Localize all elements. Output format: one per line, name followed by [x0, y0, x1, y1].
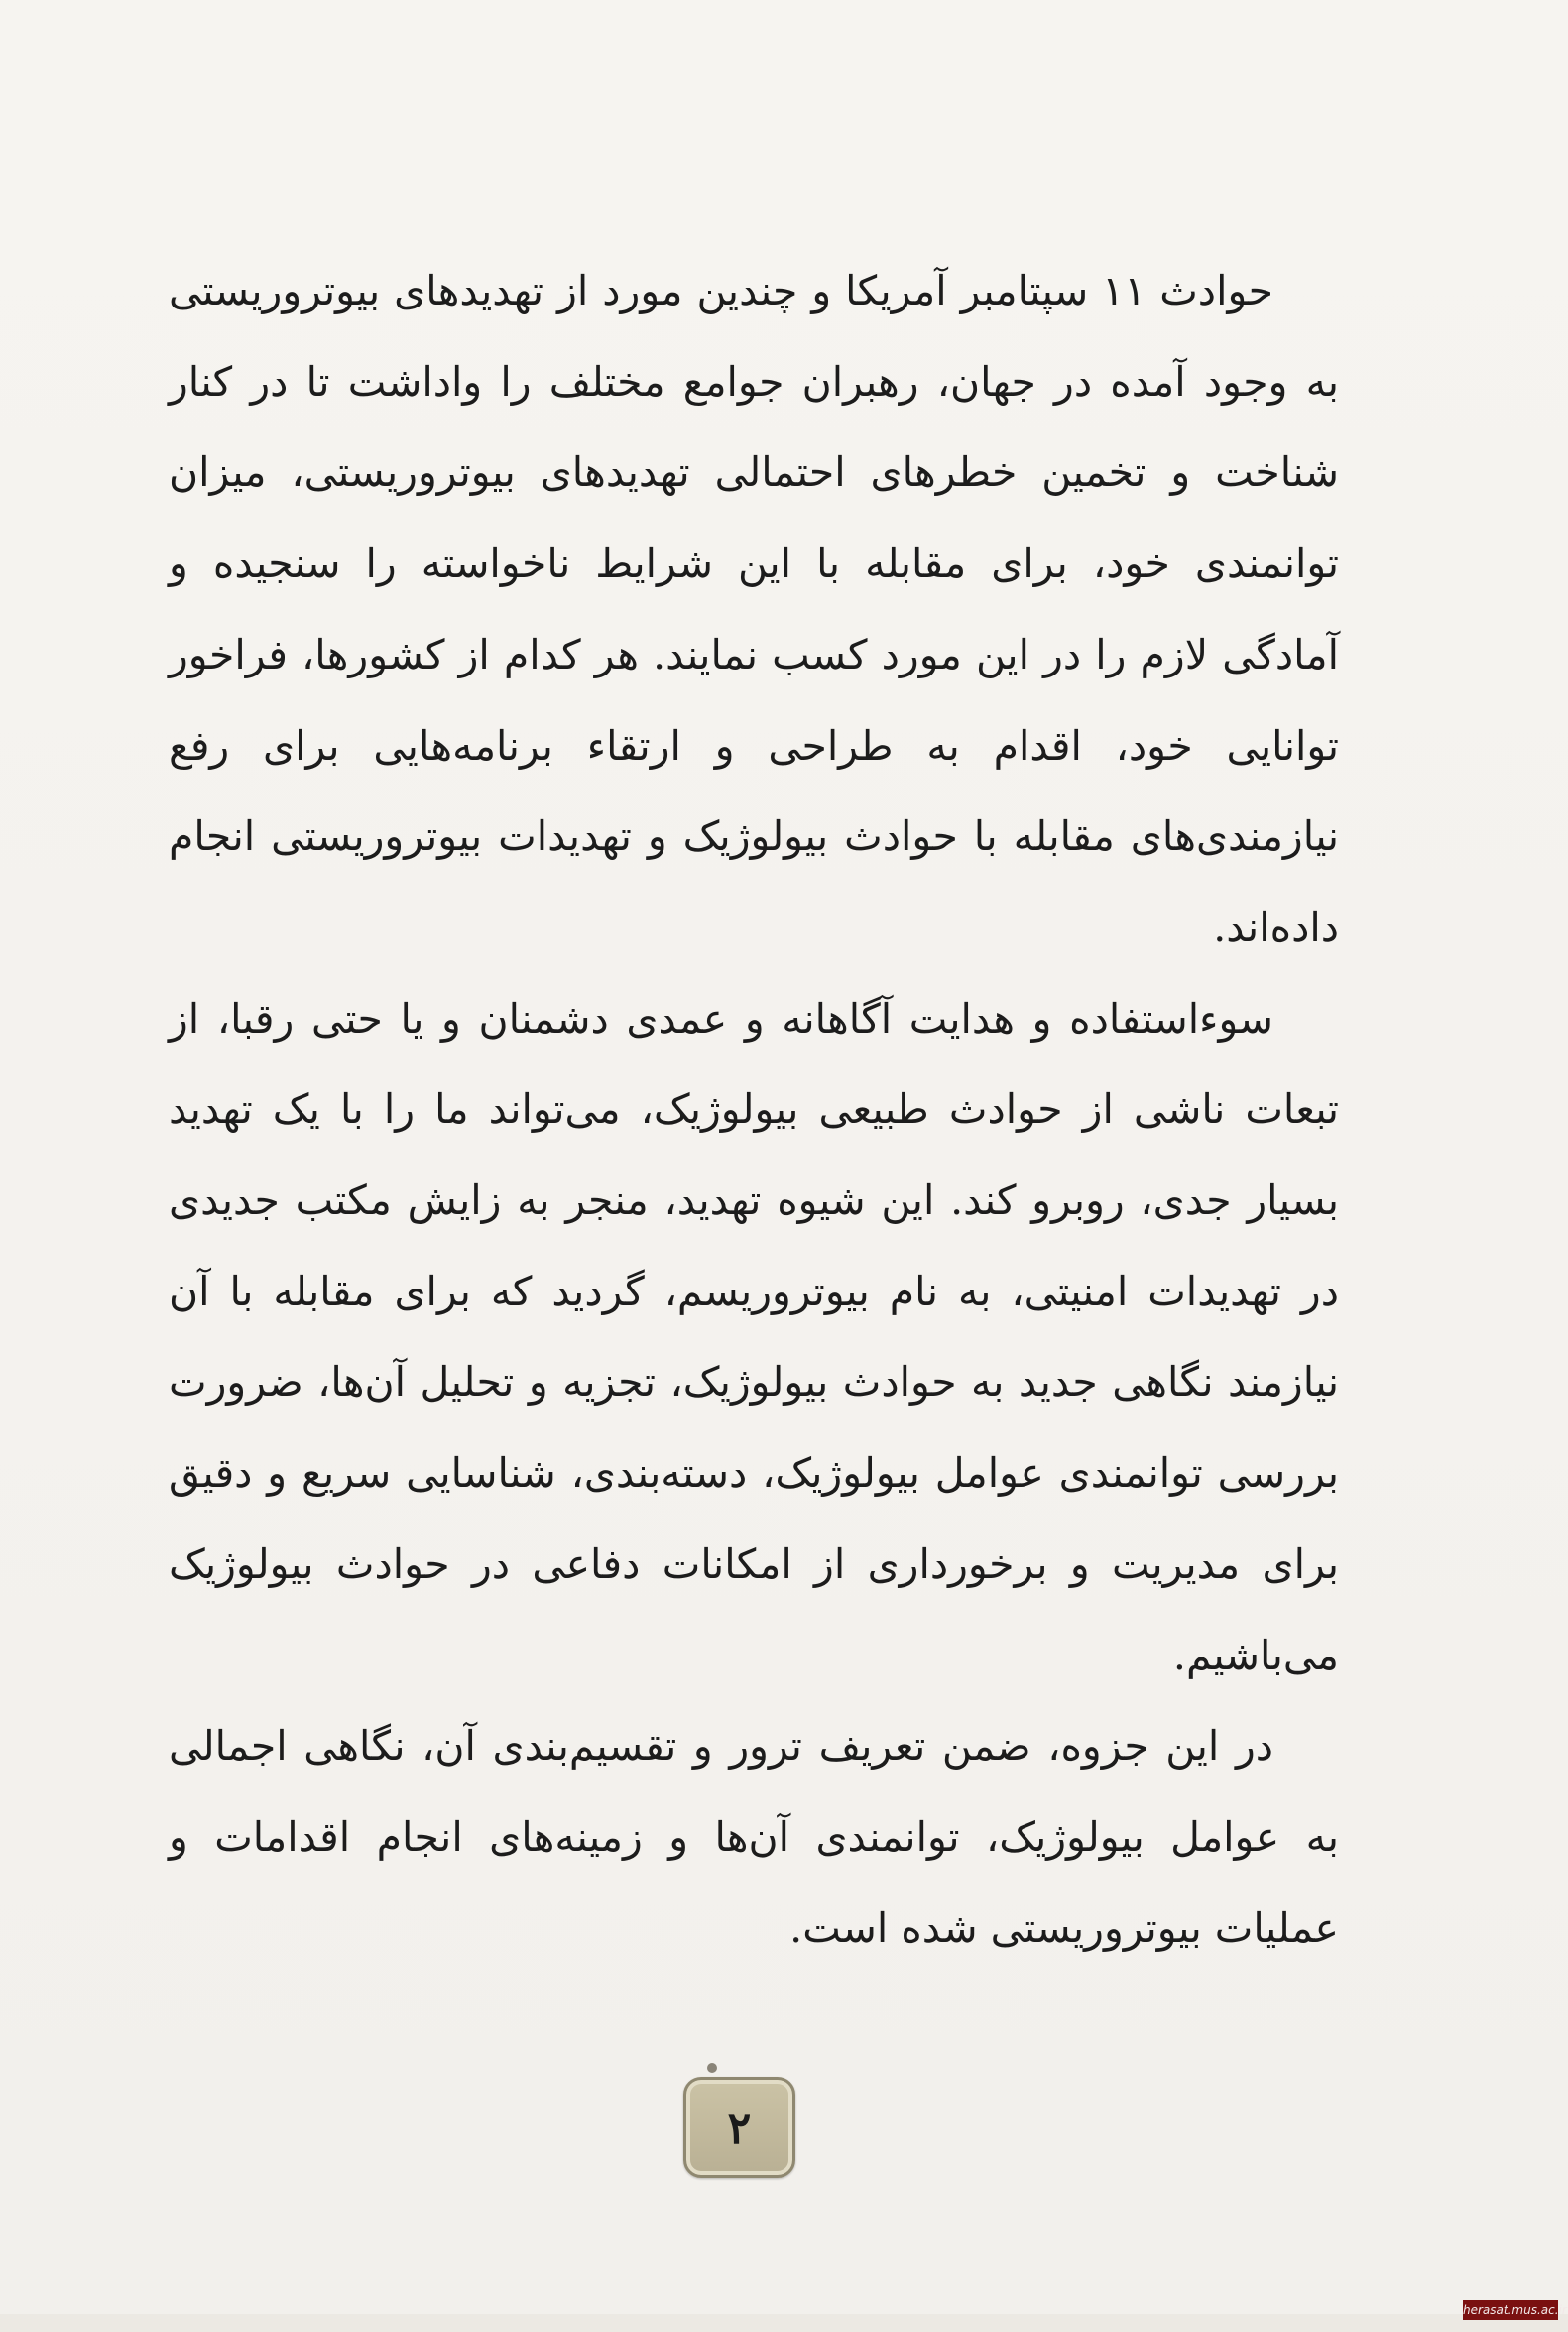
page-number-badge [683, 2077, 795, 2178]
ornament-dot-icon [707, 2063, 717, 2073]
paragraph-1: حوادث ۱۱ سپتامبر آمریکا و چندین مورد از تهدیدهای بیوتروریستی به وجود آمده در جهان، رهبران جوامع مختلف را واداشت تا در کنار شناخت و تخمین خطرهای احتمالی تهدیدهای بیوتروریستی، میزان توانمندی خود، برای مقابله با این شرایط ناخواسته را سنجیده و آمادگی لازم را در این مورد کسب نمایند. هر کدام از کشورها، فراخور توانایی خود، اقدام به طراحی و ارتقاء برنامه‌هایی برای رفع نیازمندی‌های مقابله با حوادث بیولوژیک و تهدیدات بیوتروریستی انجام داده‌اند. [169, 267, 1339, 951]
site-watermark: herasat.mus.ac.ir [1463, 2300, 1558, 2320]
page-number: ۲ [727, 2102, 752, 2153]
paragraph-3: در این جزوه، ضمن تعریف ترور و تقسیم‌بندی آن، نگاهی اجمالی به عوامل بیولوژیک، توانمندی آن‌ها و زمینه‌های انجام اقدامات و عملیات بیوتروریستی شده است. [169, 1722, 1340, 1952]
paragraph-2: سوءاستفاده و هدایت آگاهانه و عمدی دشمنان و یا حتی رقبا، از تبعات ناشی از حوادث طبیعی بیولوژیک، می‌تواند ما را با یک تهدید بسیار جدی، روبرو کند. این شیوه تهدید، منجر به زایش مکتب جدیدی در تهدیدات امنیتی، به نام بیوتروریسم، گردید که برای مقابله با آن نیازمند نگاهی جدید به حوادث بیولوژیک، تجزیه و تحلیل آن‌ها، ضرورت بررسی توانمندی عوامل بیولوژیک، دسته‌بندی، شناسایی سریع و دقیق برای مدیریت و برخورداری از امکانات دفاعی در حوادث بیولوژیک می‌باشیم. [169, 994, 1339, 1679]
bottom-edge [0, 2314, 1568, 2332]
body-text [169, 246, 1339, 1974]
